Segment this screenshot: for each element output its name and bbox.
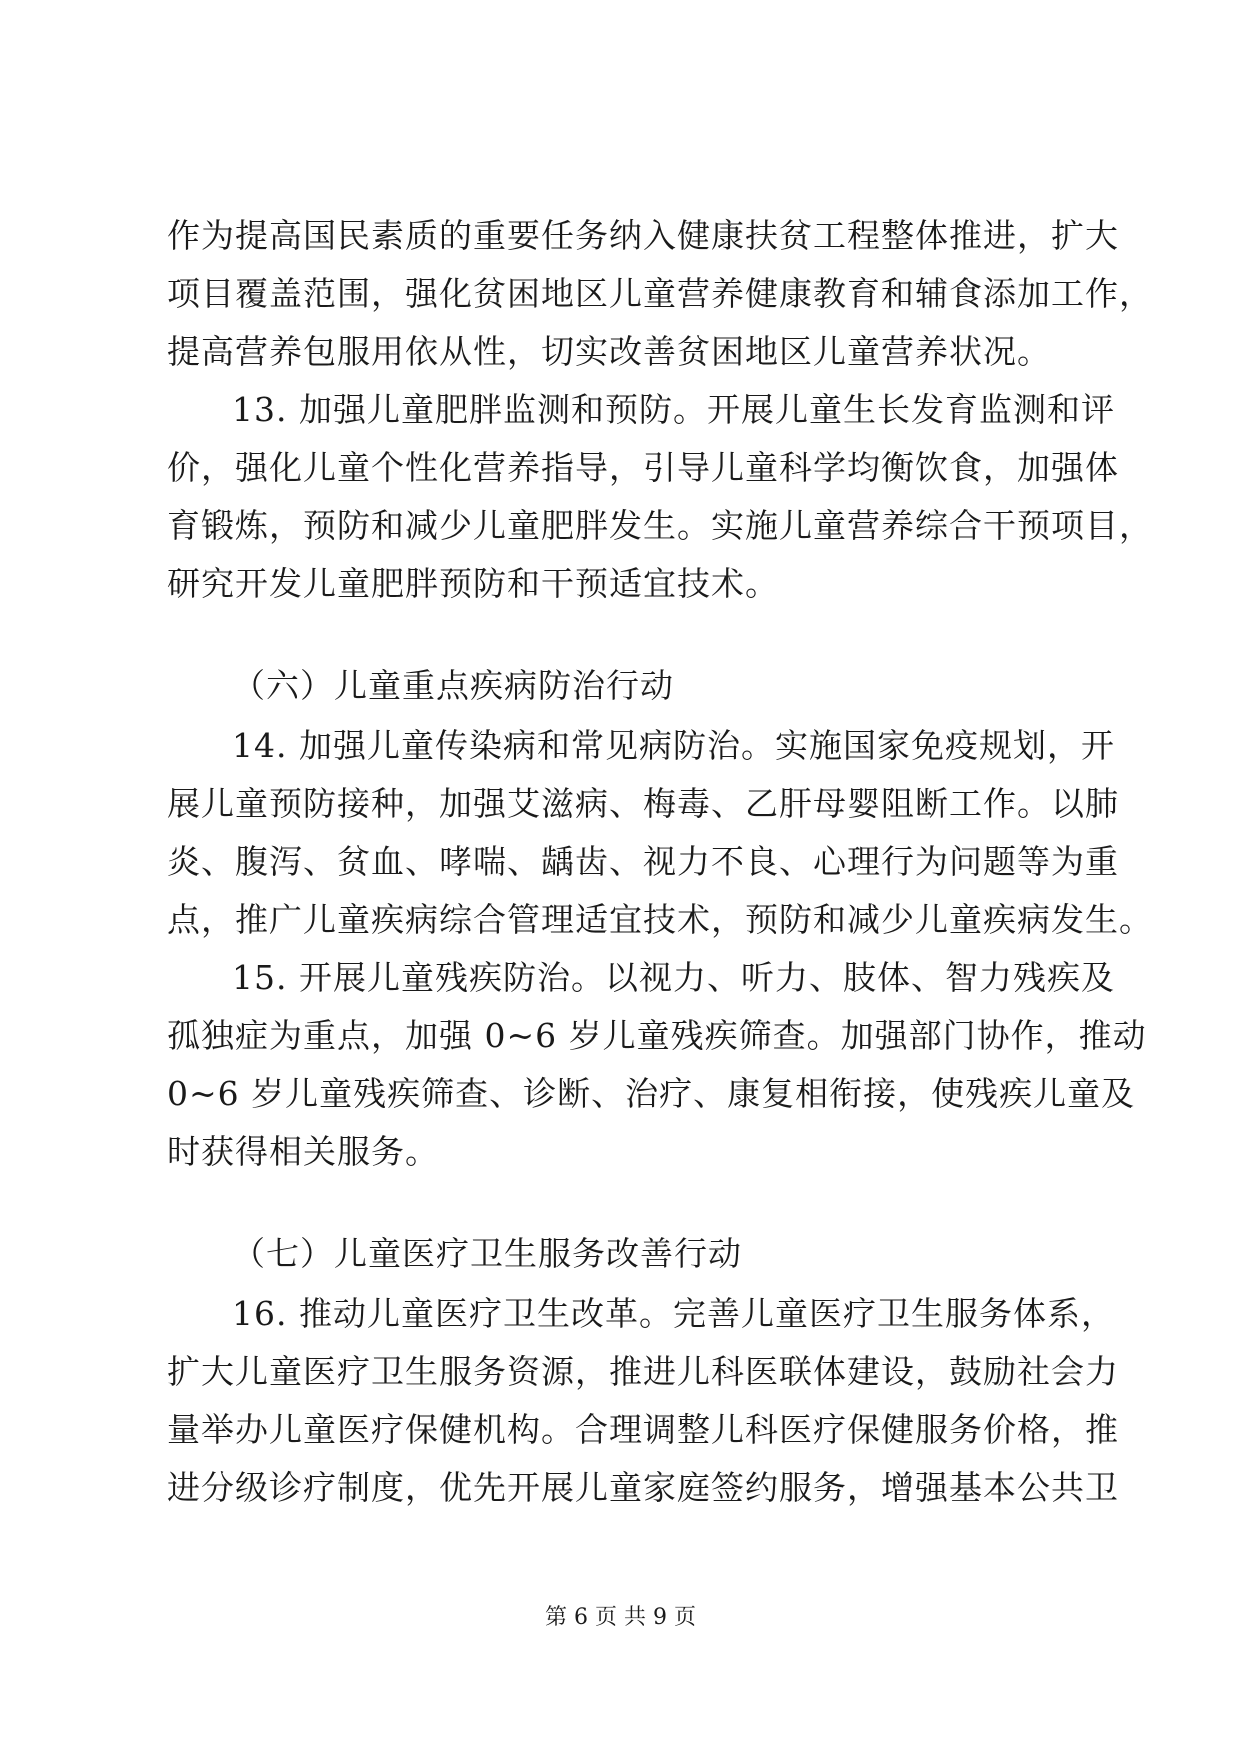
section-15-heading-line: 15. 开展儿童残疾防治。以视力、听力、肢体、智力残疾及	[232, 958, 1115, 997]
subsection-heading-7: （七）儿童医疗卫生服务改善行动	[232, 1234, 742, 1273]
body-line: 展儿童预防接种，加强艾滋病、梅毒、乙肝母婴阻断工作。以肺	[167, 784, 1119, 823]
body-line: 点，推广儿童疾病综合管理适宜技术，预防和减少儿童疾病发生。	[167, 900, 1153, 939]
body-line: 项目覆盖范围，强化贫困地区儿童营养健康教育和辅食添加工作，	[167, 274, 1153, 313]
body-line: 研究开发儿童肥胖预防和干预适宜技术。	[167, 564, 779, 603]
body-line: 扩大儿童医疗卫生服务资源，推进儿科医联体建设，鼓励社会力	[167, 1352, 1119, 1391]
body-line: 孤独症为重点，加强 0~6 岁儿童残疾筛查。加强部门协作，推动	[167, 1016, 1147, 1055]
page-number-footer: 第 6 页 共 9 页	[545, 1605, 696, 1630]
body-line: 作为提高国民素质的重要任务纳入健康扶贫工程整体推进，扩大	[167, 216, 1119, 255]
body-line: 价，强化儿童个性化营养指导，引导儿童科学均衡饮食，加强体	[167, 448, 1119, 487]
body-line: 进分级诊疗制度，优先开展儿童家庭签约服务，增强基本公共卫	[167, 1468, 1119, 1507]
body-line: 0~6 岁儿童残疾筛查、诊断、治疗、康复相衔接，使残疾儿童及	[167, 1074, 1136, 1113]
body-line: 炎、腹泻、贫血、哮喘、龋齿、视力不良、心理行为问题等为重	[167, 842, 1119, 881]
body-line: 提高营养包服用依从性，切实改善贫困地区儿童营养状况。	[167, 332, 1051, 371]
section-13-heading-line: 13. 加强儿童肥胖监测和预防。开展儿童生长发育监测和评	[232, 390, 1115, 429]
subsection-heading-6: （六）儿童重点疾病防治行动	[232, 666, 674, 705]
body-line: 量举办儿童医疗保健机构。合理调整儿科医疗保健服务价格，推	[167, 1410, 1119, 1449]
body-line: 时获得相关服务。	[167, 1132, 439, 1171]
section-16-heading-line: 16. 推动儿童医疗卫生改革。完善儿童医疗卫生服务体系，	[232, 1294, 1115, 1333]
body-line: 育锻炼，预防和减少儿童肥胖发生。实施儿童营养综合干预项目，	[167, 506, 1153, 545]
section-14-heading-line: 14. 加强儿童传染病和常见病防治。实施国家免疫规划，开	[232, 726, 1115, 765]
